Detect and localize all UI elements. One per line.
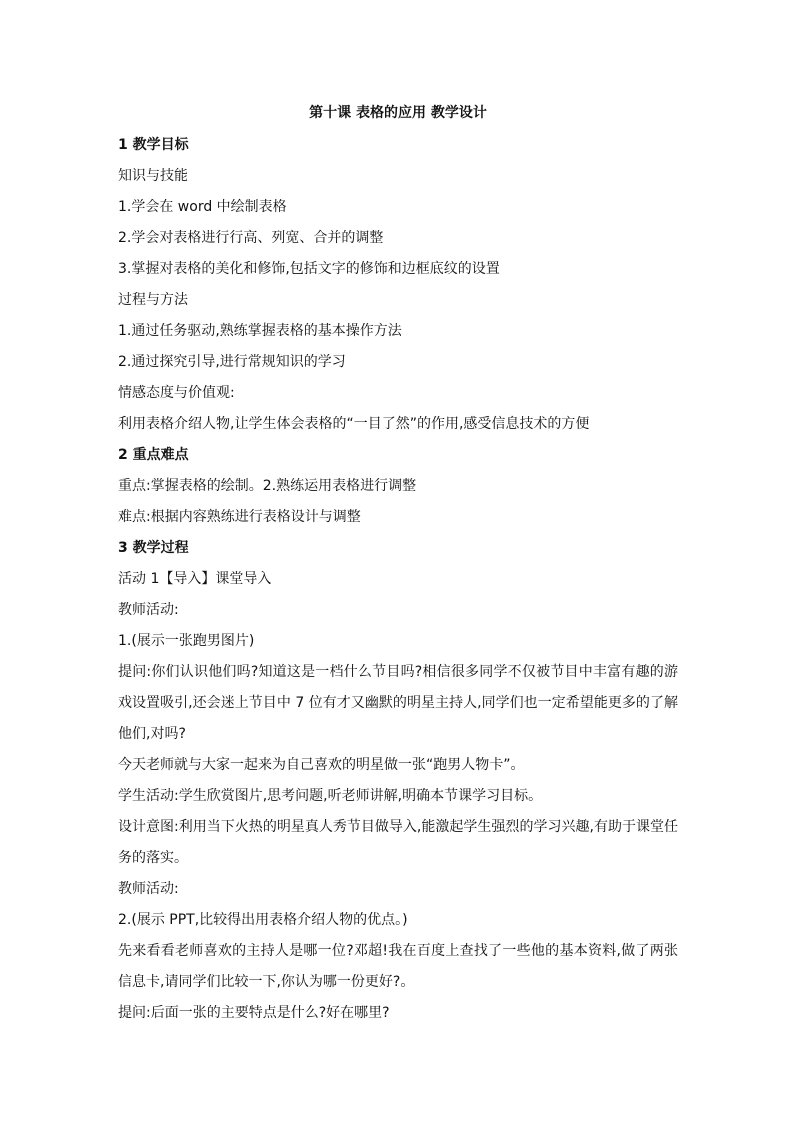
paragraph: 1.学会在 word 中绘制表格 xyxy=(118,199,287,215)
paragraph: 知识与技能 xyxy=(118,168,188,184)
document-page xyxy=(118,100,678,1029)
paragraph: 今天老师就与大家一起来为自己喜欢的明星做一张“跑男人物卡”。 xyxy=(118,757,525,773)
document-body xyxy=(118,130,678,1029)
paragraph: 提问:你们认识他们吗?知道这是一档什么节目吗?相信很多同学不仅被节目中丰富有趣的游戏设置吸引,还会迷上节目中 7 位有才又幽默的明星主持人,同学们也一定希望能更多的了解他们,对吗? xyxy=(118,664,678,742)
paragraph: 设计意图:利用当下火热的明星真人秀节目做导入,能激起学生强烈的学习兴趣,有助于课堂任务的落实。 xyxy=(118,819,678,866)
section-heading: 1 教学目标 xyxy=(118,137,189,153)
paragraph: 2.通过探究引导,进行常规知识的学习 xyxy=(118,354,346,370)
paragraph: 过程与方法 xyxy=(118,292,188,308)
paragraph: 情感态度与价值观: xyxy=(118,385,235,401)
paragraph: 学生活动:学生欣赏图片,思考问题,听老师讲解,明确本节课学习目标。 xyxy=(118,788,543,804)
paragraph: 重点:掌握表格的绘制。2.熟练运用表格进行调整 xyxy=(118,478,417,494)
paragraph: 利用表格介绍人物,让学生体会表格的“一目了然”的作用,感受信息技术的方便 xyxy=(118,416,590,432)
paragraph: 2.学会对表格进行行高、列宽、合并的调整 xyxy=(118,230,384,246)
section-heading: 3 教学过程 xyxy=(118,540,189,556)
paragraph: 先来看看老师喜欢的主持人是哪一位?邓超!我在百度上查找了一些他的基本资料,做了两张信息卡,请同学们比较一下,你认为哪一份更好?。 xyxy=(118,943,678,990)
paragraph: 1.(展示一张跑男图片) xyxy=(118,633,255,649)
paragraph: 教师活动: xyxy=(118,602,179,618)
paragraph: 1.通过任务驱动,熟练掌握表格的基本操作方法 xyxy=(118,323,402,339)
paragraph: 活动 1【导入】课堂导入 xyxy=(118,571,272,587)
document-title: 第十课 表格的应用 教学设计 xyxy=(309,105,487,121)
paragraph: 提问:后面一张的主要特点是什么?好在哪里? xyxy=(118,1005,390,1021)
paragraph: 3.掌握对表格的美化和修饰,包括文字的修饰和边框底纹的设置 xyxy=(118,261,500,277)
section-heading: 2 重点难点 xyxy=(118,447,189,463)
paragraph: 教师活动: xyxy=(118,881,179,897)
paragraph: 难点:根据内容熟练进行表格设计与调整 xyxy=(118,509,361,525)
paragraph: 2.(展示 PPT,比较得出用表格介绍人物的优点。) xyxy=(118,912,408,928)
